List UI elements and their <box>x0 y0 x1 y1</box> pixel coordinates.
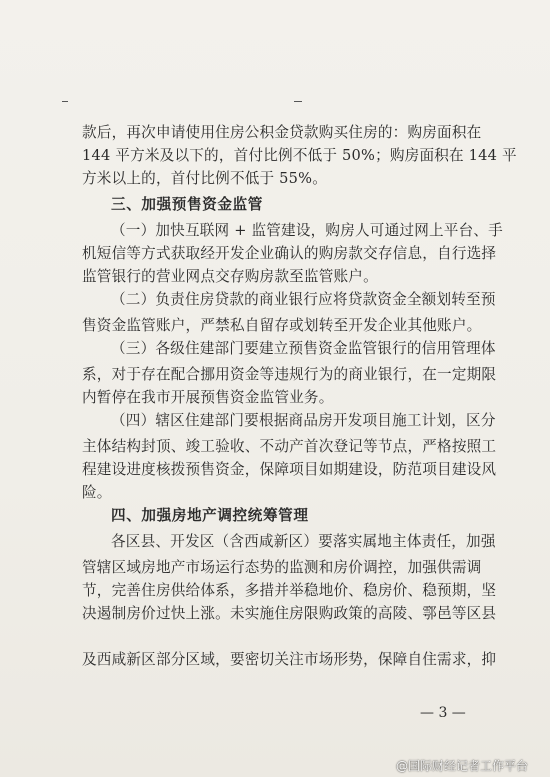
body-line-13: （四）辖区住建部门要根据商品房开发项目施工计划，区分 <box>111 412 496 429</box>
body-line-6: 机短信等方式获取经开发企业确认的购房款交存信息，自行选择 <box>82 245 497 262</box>
top-left-mark <box>62 101 68 102</box>
section-heading-3: 三、加强预售资金监管 <box>111 196 263 213</box>
body-line-8: （二）负责住房贷款的商业银行应将贷款资金全额划转至预 <box>111 291 496 308</box>
body-line-11: 系，对于存在配合挪用资金等违规行为的商业银行，在一定期限 <box>82 366 497 383</box>
body-line-12: 内暂停在我市开展预售资金监管业务。 <box>82 389 334 406</box>
body-line-5: （一）加快互联网 + 监管建设，购房人可通过网上平台、手 <box>111 222 503 239</box>
body-line-3: 方米以上的，首付比例不低于 55%。 <box>82 170 327 187</box>
body-line-10: （三）各级住建部门要建立预售资金监管银行的信用管理体 <box>111 340 496 357</box>
body-line-18: 各区县、开发区（含西咸新区）要落实属地主体责任，加强 <box>111 533 496 550</box>
section-heading-4: 四、加强房地产调控统筹管理 <box>111 507 309 524</box>
body-line-14: 主体结构封顶、竣工验收、不动产首次登记等节点，严格按照工 <box>82 438 497 455</box>
body-line-7: 监管银行的营业网点交存购房款至监管账户。 <box>82 268 378 285</box>
page-number: — 3 — <box>420 705 466 721</box>
body-line-21: 决遏制房价过快上涨。未实施住房限购政策的高陵、鄠邑等区县 <box>82 605 497 622</box>
body-line-15: 程建设进度核拨预售资金，保障项目如期建设，防范项目建设风 <box>82 461 497 478</box>
body-line-9: 售资金监管账户，严禁私自留存或划转至开发企业其他账户。 <box>82 317 482 334</box>
body-line-16: 险。 <box>82 484 112 501</box>
body-line-22: 及西咸新区部分区域，要密切关注市场形势，保障自住需求，抑 <box>82 651 497 668</box>
body-line-19: 管辖区域房地产市场运行态势的监测和房价调控，加强供需调 <box>82 559 482 576</box>
body-line-20: 节，完善住房供给体系，多措并举稳地价、稳房价、稳预期，坚 <box>82 582 497 599</box>
watermark: @国际财经记者工作平台 <box>395 759 528 773</box>
body-line-2: 144 平方米及以下的，首付比例不低于 50%；购房面积在 144 平 <box>82 147 517 164</box>
top-center-mark <box>294 101 302 102</box>
body-line-1: 款后，再次申请使用住房公积金贷款购买住房的：购房面积在 <box>82 124 482 141</box>
